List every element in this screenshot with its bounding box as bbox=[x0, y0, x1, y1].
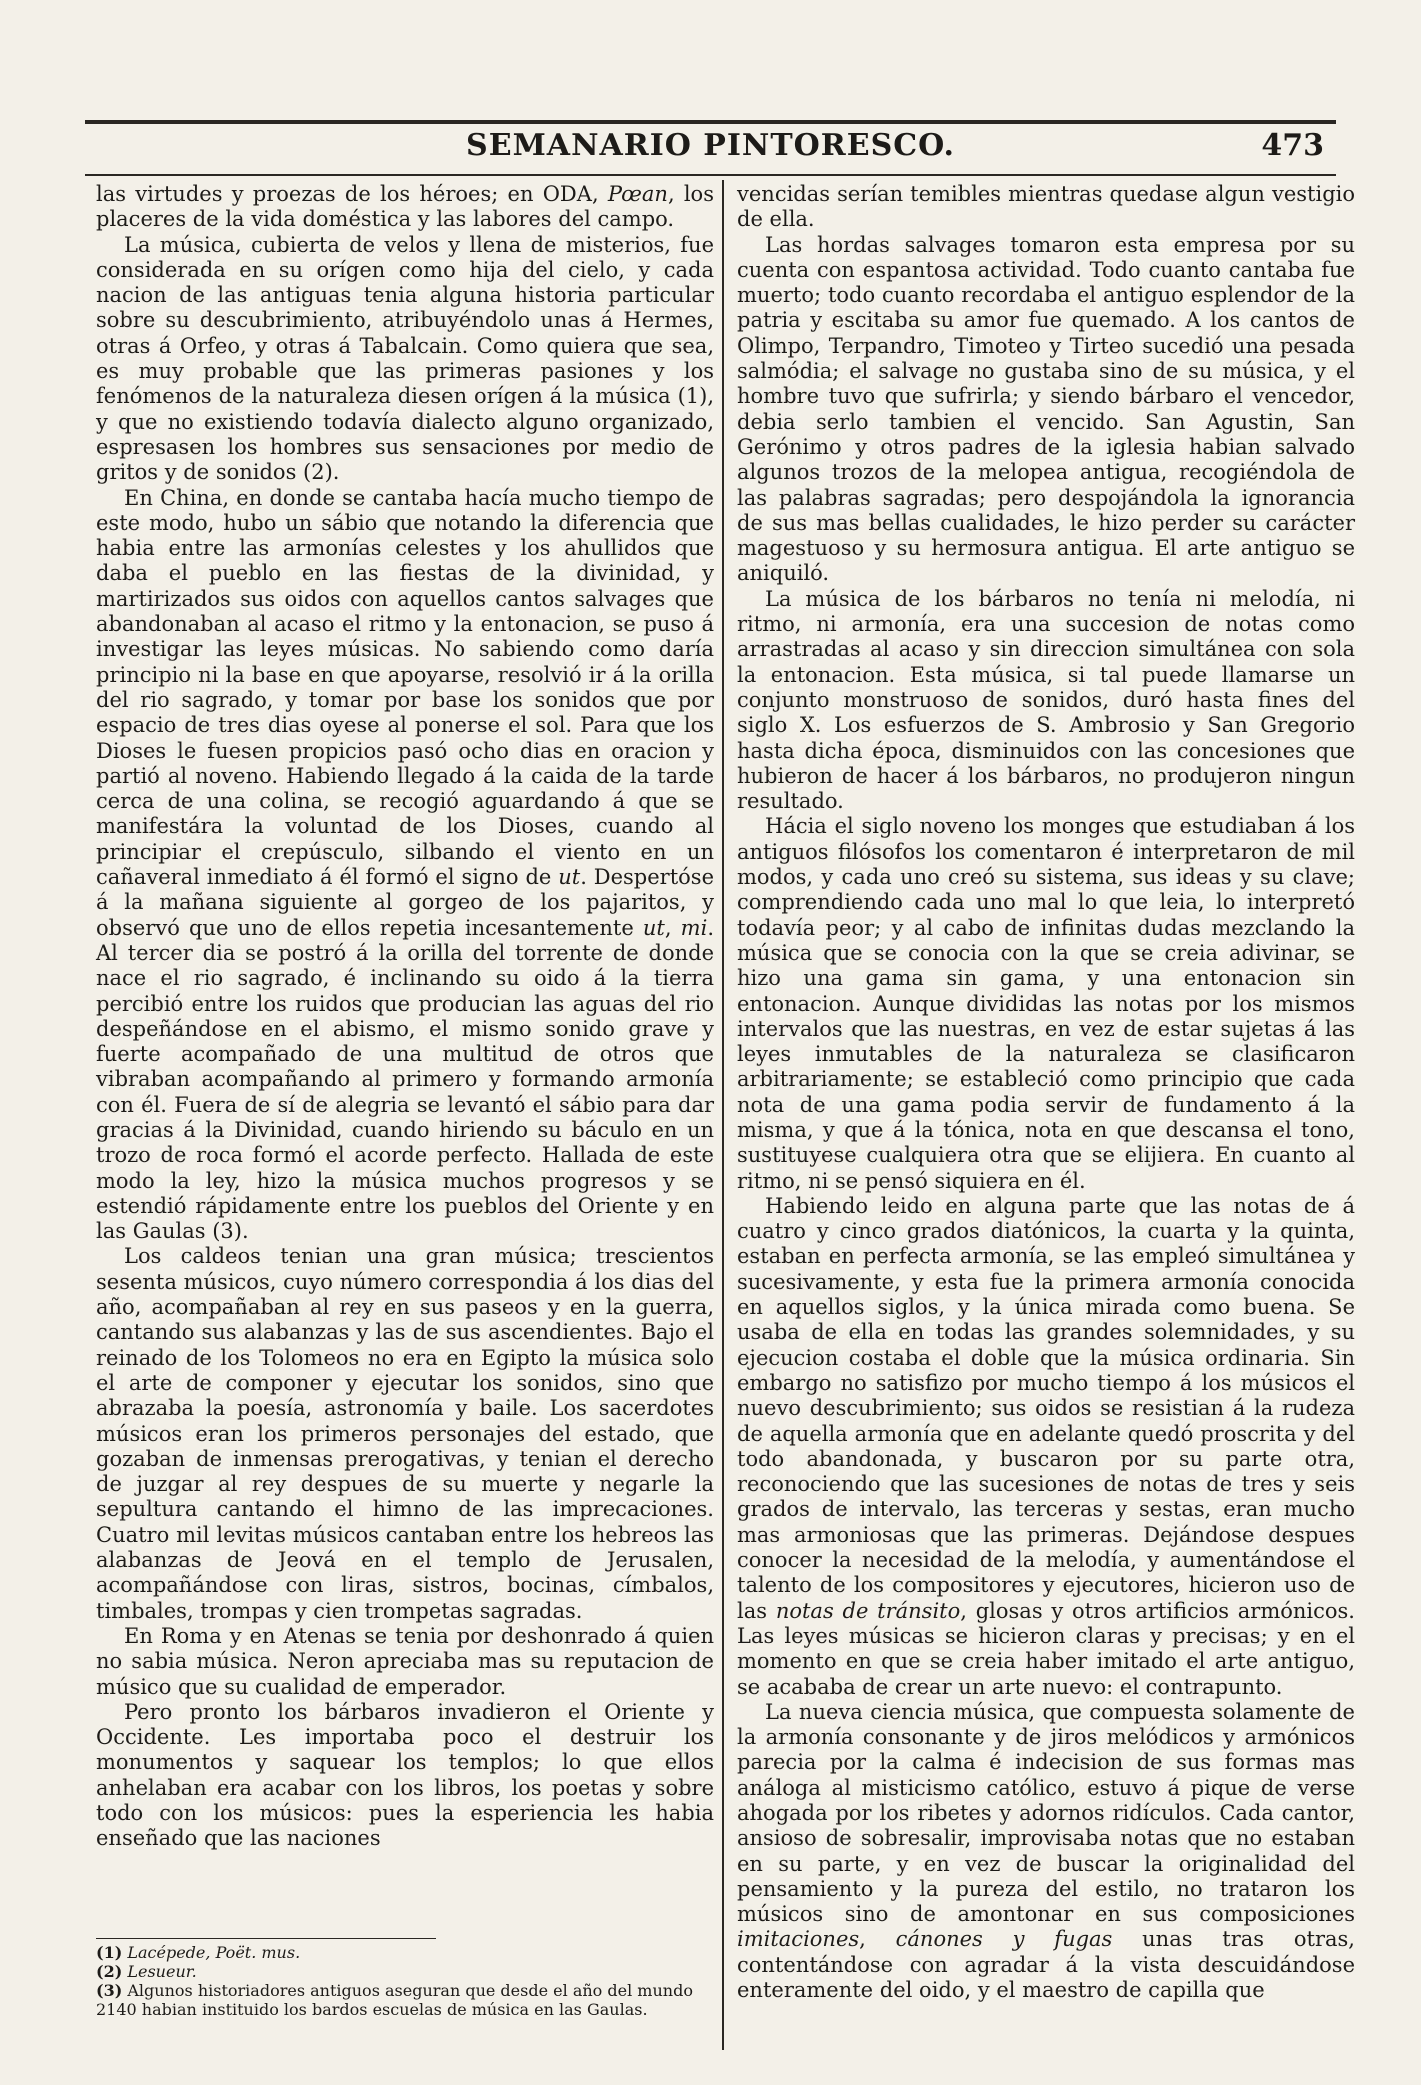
text-run: , los placeres de la vida doméstica y las labores del campo. bbox=[96, 182, 714, 232]
text-run: , glosas y otros artificios armónicos. Las leyes músicas se hicieron claras y precisas; y en el momento en que se creia haber imitado el arte antiguo, se acababa de crear un arte nuevo: el contrapunto. bbox=[737, 1598, 1355, 1699]
footnote-text: Lacépede, Poët. mus. bbox=[127, 1943, 301, 1962]
text-run: . Al tercer dia se postró á la orilla del torrente de donde nace el rio sagrado, é inclinando su oido á la tierra percibió entre los ruidos que producian las aguas del rio despeñándose en el abismo, el mismo sonido grave y fuerte acompañado de una multitud de otros que vibraban acompañando al primero y formando armonía con él. Fuera de sí de alegria se levantó el sábio para dar gracias á la Divinidad, cuando hiriendo su báculo en un trozo de roca formó el acorde perfecto. Hallada de este modo la ley, hizo la música muchos progresos y se estendió rápidamente entre los pueblos del Oriente y en las Gaulas (3). bbox=[96, 915, 714, 1244]
paragraph-right-2: Las hordas salvages tomaron esta empresa por su cuenta con espantosa actividad. Todo cuanto cantaba fue muerto; todo cuanto recordaba el antiguo esplendor de la patria y escitaba su amor fue quemado. A los cantos de Olimpo, Terpandro, Timoteo y Tirteo sucedió una pesada salmódia; el salvage no gustaba sino de su música, y el hombre tuvo que sufrirla; y siendo bárbaro el vencedor, debia serlo tambien el vencido. San Agustin, San Gerónimo y otros padres de la iglesia habian salvado algunos trozos de la melopea antigua, recogiéndola de las palabras sagradas; pero despojándola la ignorancia de sus mas bellas cualidades, le hizo perder su carácter magestuoso y su hermosura antigua. El arte antiguo se aniquiló. bbox=[737, 232, 1355, 586]
text-run: La nueva ciencia música, que compuesta solamente de la armonía consonante y de jiros melódicos y armónicos parecia por la calma é indecision de sus formas mas análoga al misticismo católico, estuvo á pique de verse ahogada por los ribetes y adornos ridículos. Cada cantor, ansioso de sobresalir, improvisaba notas que no estaban en su parte, y en vez de buscar la originalidad del pensamiento y la pureza del estilo, no trataron los músicos sino de amontonar en sus composiciones bbox=[737, 1699, 1355, 1927]
paragraph-right-5 bbox=[737, 1194, 1355, 1700]
paragraph-right-1: vencidas serían temibles mientras quedase algun vestigio de ella. bbox=[737, 182, 1355, 232]
paragraph-left-1 bbox=[96, 182, 714, 233]
footnote-rule bbox=[96, 1938, 436, 1939]
text-run-italic: ut bbox=[642, 915, 665, 940]
text-run-italic: Pœan bbox=[607, 182, 668, 206]
masthead-title: SEMANARIO PINTORESCO. bbox=[466, 128, 955, 163]
page-header bbox=[85, 122, 1336, 174]
text-run: , bbox=[859, 1927, 896, 1952]
footnotes bbox=[96, 1943, 714, 2019]
paragraph-right-3: La música de los bárbaros no tenía ni melodía, ni ritmo, ni armonía, era una succesion de notas como arrastradas al acaso y sin direccion simultánea con sola la entonacion. Esta música, si tal puede llamarse un conjunto monstruoso de sonidos, duró hasta fines del siglo X. Los esfuerzos de S. Ambrosio y San Gregorio hasta dicha época, disminuidos con las concesiones que hubieron de hacer á los bárbaros, no produjeron ningun resultado. bbox=[737, 586, 1355, 814]
paragraph-left-2: La música, cubierta de velos y llena de misterios, fue considerada en su orígen como hija del cielo, y cada nacion de las antiguas tenia alguna historia particular sobre su descubrimiento, atribuyéndolo unas á Hermes, otras á Orfeo, y otras á Tabalcain. Como quiera que sea, es muy probable que las primeras pasiones y los fenómenos de la naturaleza diesen orígen á la música (1), y que no existiendo todavía dialecto alguno organizado, espresasen los hombres sus sensaciones por medio de gritos y de sonidos (2). bbox=[96, 232, 714, 485]
text-run: En China, en donde se cantaba hacía mucho tiempo de este modo, hubo un sábio que notando la diferencia que habia entre las armonías celestes y los ahullidos que daba el pueblo en las fiestas de la divinidad, y martirizados sus oidos con aquellos cantos salvages que abandonaban al acaso el ritmo y la entonacion, se puso á investigar las leyes músicas. No sabiendo como daría principio ni la base en que apoyarse, resolvió ir á la orilla del rio sagrado, y tomar por base los sonidos que por espacio de tres dias oyese al ponerse el sol. Para que los Dioses le fuesen propicios pasó ocho dias en oracion y partió al noveno. Habiendo llegado á la caida de la tarde cerca de una colina, se recogió aguardando á que se manifestára la voluntad de los Dioses, cuando al principiar el crepúsculo, silbando el viento en un cañaveral inmediato á él formó el signo de bbox=[96, 485, 714, 890]
footnote-2 bbox=[96, 1962, 714, 1981]
column-divider bbox=[722, 180, 724, 2050]
text-run-italic: cánones y fugas bbox=[895, 1927, 1113, 1952]
header-rule bbox=[85, 174, 1336, 176]
paragraph-left-4: Los caldeos tenian una gran música; trescientos sesenta músicos, cuyo número correspondia á los dias del año, acompañaban al rey en sus paseos y en la guerra, cantando sus alabanzas y las de sus ascendientes. Bajo el reinado de los Tolomeos no era en Egipto la música solo el arte de componer y ejecutar los sonidos, sino que abrazaba la poesía, astronomía y baile. Los sacerdotes músicos eran los primeros personajes del estado, que gozaban de inmensas prerogativas, y tenian el derecho de juzgar al rey despues de su muerte y negarle la sepultura cantando el himno de las imprecaciones. Cuatro mil levitas músicos cantaban entre los hebreos las alabanzas de Jeová en el templo de Jerusalen, acompañándose con liras, sistros, bocinas, címbalos, timbales, trompas y cien trompetas sagradas. bbox=[96, 1244, 714, 1623]
footnote-text: Lesueur. bbox=[127, 1962, 197, 1981]
right-column bbox=[737, 182, 1355, 2003]
page-number: 473 bbox=[1261, 128, 1324, 163]
text-run-italic: ut bbox=[558, 865, 581, 890]
footnote-mark: (2) bbox=[96, 1962, 123, 1981]
text-run: . Despertóse á la mañana siguiente al gorgeo de los pajaritos, y observó que uno de ellos repetia incesantemente bbox=[96, 865, 714, 940]
footnote-1 bbox=[96, 1943, 714, 1962]
footnote-mark: (1) bbox=[96, 1943, 123, 1962]
paragraph-left-6: Pero pronto los bárbaros invadieron el Oriente y Occidente. Les importaba poco el destruir los monumentos y saquear los templos; lo que ellos anhelaban era acabar con los libros, los poetas y sobre todo con los músicos: pues la esperiencia les habia enseñado que las naciones bbox=[96, 1699, 714, 1851]
paragraph-left-5: En Roma y en Atenas se tenia por deshonrado á quien no sabia música. Neron apreciaba mas su reputacion de músico que su cualidad de emperador. bbox=[96, 1623, 714, 1699]
footnote-3 bbox=[96, 1981, 714, 2019]
footnote-mark: (3) bbox=[96, 1981, 123, 2000]
paragraph-right-4: Hácia el siglo noveno los monges que estudiaban á los antiguos filósofos los comentaron é interpretaron de mil modos, y cada uno creó su sistema, sus ideas y su clave; comprendiendo cada uno mal lo que leia, lo interpretó todavía peor; y al cabo de infinitas dudas mezclando la música que se conocia con la que se creia adivinar, se hizo una gama sin gama, y una entonacion sin entonacion. Aunque divididas las notas por los mismos intervalos que las nuestras, en vez de estar sujetas á las leyes inmutables de la naturaleza se clasificaron arbitrariamente; se estableció como principio que cada nota de una gama podia servir de fundamento á la misma, y que á la tónica, nota en que descansa el tono, sustituyese cualquiera otra que se elijiera. En cuanto al ritmo, ni se pensó siquiera en él. bbox=[737, 814, 1355, 1193]
text-run-italic: imitaciones bbox=[737, 1927, 860, 1952]
left-column bbox=[96, 182, 714, 1852]
text-run: Habiendo leido en alguna parte que las notas de á cuatro y cinco grados diatónicos, la cuarta y la quinta, estaban en perfecta armonía, se las empleó simultánea y sucesivamente, y esta fue la primera armonía conocida en aquellos siglos, y la única mirada como buena. Se usaba de ella en todas las grandes solemnidades, y su ejecucion costaba el doble que la música ordinaria. Sin embargo no satisfizo por mucho tiempo á los músicos el nuevo descubrimiento; sus oidos se resistian á la rudeza de aquella armonía que en adelante quedó proscrita y del todo abandonada, y buscaron por su parte otra, reconociendo que las sucesiones de notas de tres y seis grados de intervalo, las terceras y sestas, eran mucho mas armoniosas que las primeras. Dejándose despues conocer la necesidad de la melodía, y aumentándose el talento de los compositores y ejecutores, hicieron uso de las bbox=[737, 1193, 1355, 1623]
text-run-italic: notas de tránsito bbox=[775, 1598, 961, 1623]
paragraph-right-6 bbox=[737, 1700, 1355, 2004]
text-run: las virtudes y proezas de los héroes; en ODA, bbox=[96, 182, 608, 206]
footnote-text: Algunos historiadores antiguos aseguran que desde el año del mundo 2140 habian instituido los bardos escuelas de música en las Gaulas. bbox=[96, 1981, 693, 2019]
paragraph-left-3 bbox=[96, 486, 714, 1245]
text-run: unas tras otras, contentándose con agradar á la vista descuidándose enteramente del oido, y el maestro de capilla que bbox=[737, 1927, 1355, 2003]
text-run: , bbox=[664, 915, 681, 940]
text-run-italic: mi bbox=[680, 915, 708, 940]
